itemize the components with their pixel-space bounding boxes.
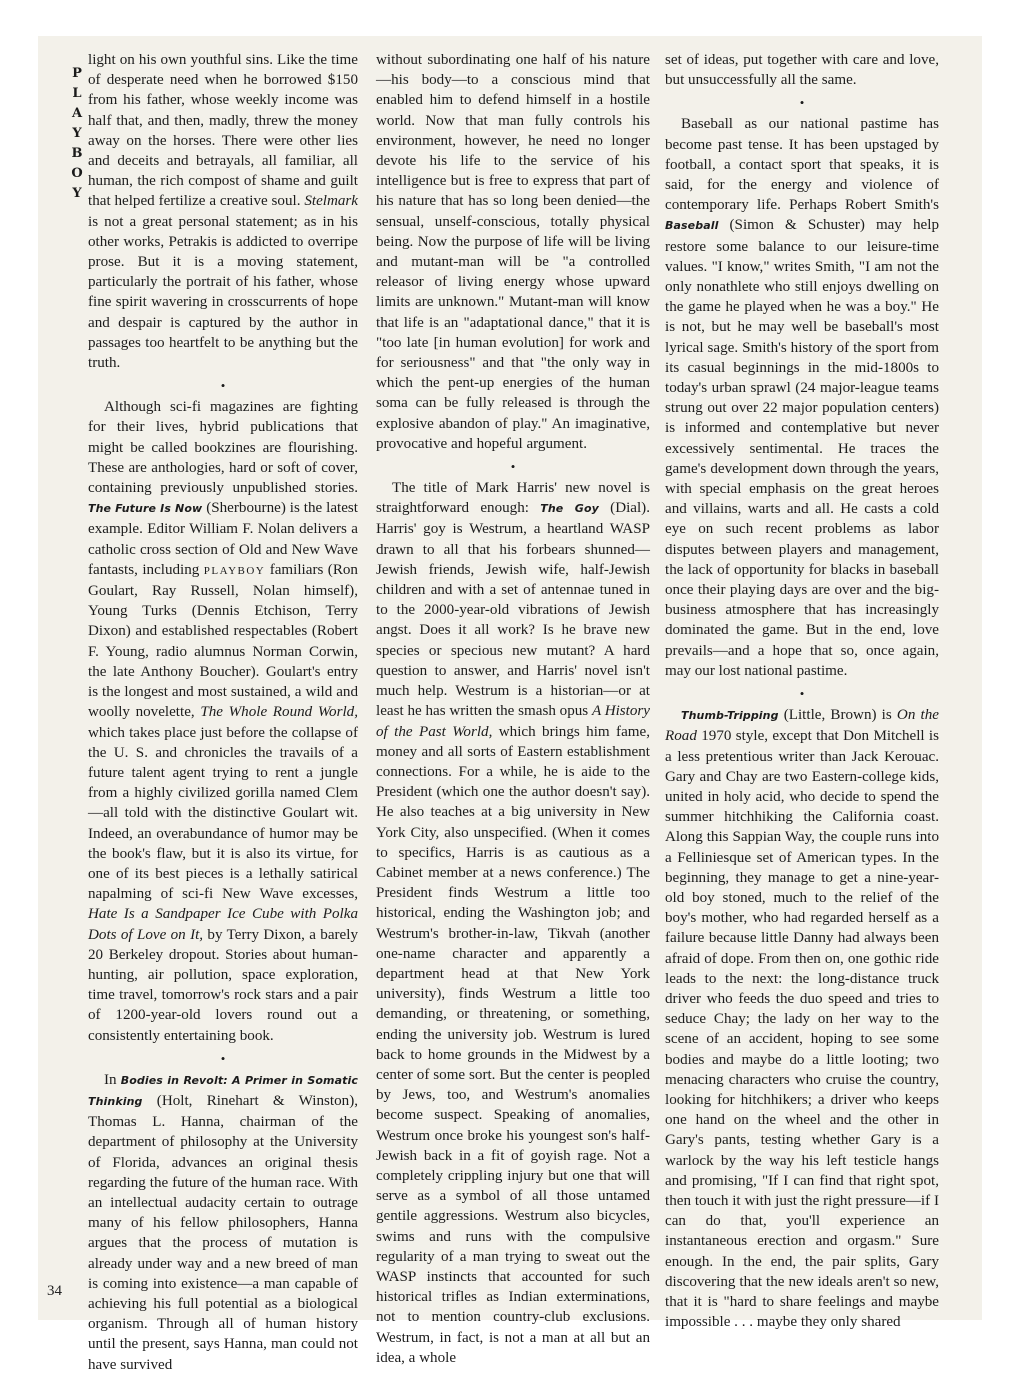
masthead-letter: Y (72, 126, 82, 141)
masthead-letter: P (72, 66, 82, 81)
column-3 (665, 50, 939, 1331)
story-title: The Whole Round World, (200, 704, 358, 721)
baseball-review: Baseball as our national pastime has become past tense. It has been upstaged by football, a contact sport that speaks, it is said, for the energy and violence of contemporary life. Perhaps Robert Smith's Baseball (Simon & Schuster) may help restore some balance to our leisure-time values. "I know," writes Smith, "I am not the only nonathlete who still enjoys dwelling on the game he played when he was a boy." He is not, but he may well be baseball's most lyrical sage. Smith's history of the sport from its casual beginnings in the mid-1800s to today's urban sprawl (24 major-league teams strung out over 22 major population centers) is informed and contemplative but never excessively sentimental. He traces the game's development down through the years, with special emphasis on the great heroes and villains, warts and all. He casts a cold eye on such recent problems as labor disputes between players and management, the lack of opportunity for blacks in baseball once their playing days are over and the big-business atmosphere that has increasingly dominated the game. But in the end, love prevails—and a hope that so, once again, may our lost national pastime. (665, 116, 939, 679)
book-title: A History of the Past World, (376, 703, 650, 740)
page-number: 34 (47, 1283, 62, 1299)
masthead-letter: A (71, 106, 83, 121)
masthead-letter: O (71, 166, 83, 181)
the-goy-review-end: set of ideas, put together with care and love, but unsuccessfully all the same. (665, 52, 939, 89)
section-bullet: • (799, 686, 805, 702)
story-title: Hate Is a Sandpaper Ice Cube with Polka Dots of Love on It, (88, 906, 358, 943)
book-title: Stelmark (304, 193, 358, 210)
masthead-letter: Y (72, 186, 82, 201)
book-title: Bodies in Revolt: A Primer in Somatic Thinking (88, 1073, 358, 1108)
book-title: Thumb-Tripping (681, 709, 779, 723)
future-is-now-review: Although sci-fi magazines are fighting for their lives, hybrid publications that might be called bookzines are flourishing. These are anthologies, hard or soft of cover, containing previously unpublished stories. The Future Is Now (Sherbourne) is the latest example. Editor William F. Nolan delivers a catholic cross section of Old and New Wave fantasts, including PLAYBOY familiars (Ron Goulart, Ray Russell, Nolan himself), Young Turks (Dennis Etchison, Terry Dixon) and established respectables (Robert F. Young, radio alumnus Norman Corwin, the late Anthony Boucher). Goulart's entry is the longest and most sustained, a wild and woolly novelette, The Whole Round World, which takes place just before the collapse of the U. S. and chronicles the travails of a future talent agent trying to rent a jungle from a highly civilized gorilla named Clem—all told with the distinctive Goulart wit. Indeed, an overabundance of humor may be the book's flaw, but it is also its virtue, for one of its best pieces is a lethally satirical napalming of sci-fi New Wave excesses, Hate Is a Sandpaper Ice Cube with Polka Dots of Love on It, by Terry Dixon, a barely 20 Berkeley dropout. Stories about human-hunting, air pollution, space exploration, time travel, tomorrow's rock stars and a pair of 1200-year-old lovers round out a consistently entertaining book. (88, 399, 358, 1044)
column-1 (88, 50, 358, 1373)
book-title: On the Road (665, 707, 939, 745)
book-title: The Future Is Now (88, 502, 203, 516)
masthead-letter: B (71, 146, 83, 161)
magazine-name: PLAYBOY (203, 564, 266, 577)
section-bullet: • (220, 1050, 226, 1066)
stelmark-review-end: light on his own youthful sins. Like the time of desperate need when he borrowed $150 from his father, whose weekly income was half that, and then, madly, threw the money away on the horses. There were other lies and deceits and betrayals, all familiar, all human, the rich compost of shame and guilt that helped fertilize a creative soul. Stelmark is not a great personal statement; as in his other works, Petrakis is addicted to overripe prose. But it is a moving statement, particularly the portrait of his father, whose fine spirit wavering in crosscurrents of hope and despair is captured by the author in passages too heartfelt to be anything but the truth. (88, 52, 358, 372)
book-title: Baseball (665, 219, 719, 233)
thumb-tripping-review: Thumb-Tripping (Little, Brown) is On the Road 1970 style, except that Don Mitchell is a less pretentious writer than Jack Kerouac. Gary and Chay are two Eastern-college kids, united in holy acid, who decide to spend the summer hitchhiking the California coast. Along this Sappian Way, the couple runs into a Felliniesque set of American types. In the beginning, they manage to get a nine-year-old boy stoned, much to the relief of the boy's mother, who had regarded herself as a failure because little Danny had always been afraid of dope. From then on, one gothic ride leads to the next: the long-distance truck driver who feeds the duo speed and tries to seduce Chay; the lady on her way to the scene of an accident, hoping to see some bodies and maybe do a little looting; two menacing characters who cruise the country, looking for hitchhikers; a driver who keeps one hand on the wheel and the other in Gary's pants, testing whether Gary is a warlock by the way his left testicle hangs and promising, "If I can find that right spot, then touch it with just the right pressure—if I can do that, you'll experience an instantaneous erection and orgasm." Sure enough. In the end, the pair splits, Gary discovering that the new ideals aren't so new, that it is "hard to share feelings and maybe impossible . . . maybe they only shared (665, 707, 939, 1331)
column-2 (376, 50, 650, 1366)
masthead-letter: L (72, 86, 82, 101)
section-bullet: • (510, 459, 516, 475)
magazine-page (38, 36, 982, 1373)
bodies-in-revolt-review-cont: without subordinating one half of his nature—his body—to a conscious mind that enabled him to defend himself in a hostile world. Now that man fully controls his environment, however, he need no longer devote his life to the service of his intelligence but is free to express that part of his nature that has so long been denied—the sensual, unself-conscious, totally physical being. Now the purpose of life will be living and mutant-man will be "a controlled releasor of living energy whose upward limits are unknown." Mutant-man will know that life is an "adaptational dance," that it is "too late [in human evolution] for work and for seriousness" and that "the only way in which the pent-up energies of the human soma can be fully released is through the explosive abandon of play." An imaginative, provocative and hopeful argument. (376, 52, 650, 452)
the-goy-review: The title of Mark Harris' new novel is straightforward enough: The Goy (Dial). Harris' goy is Westrum, a heartland WASP drawn to all that his forbears shunned—Jewish friends, Jewish wife, half-Jewish children and with a set of antennae tuned in to the 2000-year-old vibrations of Jewish angst. Does it all work? Is he brave new species or specious new mutant? A hard question to answer, and Harris' novel isn't much help. Westrum is a historian—or at least he has written the smash opus A History of the Past World, which brings him fame, money and all sorts of Eastern establishment connections. For a while, he is aide to the President (which one the author doesn't say). He also teaches at a big university in New York City, also unspecified. (When it comes to specifics, Harris is as cautious as a Cabinet member at a news conference.) The President finds Westrum a little too historical, ending the Washington job; and Westrum's brother-in-law, Tikvah (another one-name character and apparently a department head at that New York university), finds Westrum a little too demanding, or threatening, or something, ending the university job. Westrum is lured back to home grounds in the Midwest by a center of some sort. But the center is peopled by Jews, too, and Westrum's anomalies become suspect. Speaking of anomalies, Westrum once broke his youngest son's half-Jewish back in a fit of goyish rage. Not a completely crippling injury but one that will serve as a symbol of all those untamed gentile aggressions. Westrum also bicycles, swims and runs with the compulsive regularity of a man trying to sweat out the WASP instincts that accounted for such historical trifles as Indian exterminations, not to mention country-club exclusions. Westrum, in fact, is not a man at all but an idea, a whole (376, 480, 650, 1366)
book-title: The Goy (540, 502, 599, 516)
section-bullet: • (220, 378, 226, 394)
bodies-in-revolt-review: In Bodies in Revolt: A Primer in Somatic Thinking (Holt, Rinehart & Winston), Thomas L. Hanna, chairman of the department of philosophy at the University of Florida, advances an original thesis regarding the future of the human race. With an intellectual audacity certain to outrage many of his fellow philosophers, Hanna argues that the process of mutation is already under way and a new breed of man is coming into existence—a man capable of achieving his full potential as a biological organism. Through all of human history until the present, says Hanna, man could not have survived (88, 1071, 358, 1373)
section-bullet: • (799, 95, 805, 111)
